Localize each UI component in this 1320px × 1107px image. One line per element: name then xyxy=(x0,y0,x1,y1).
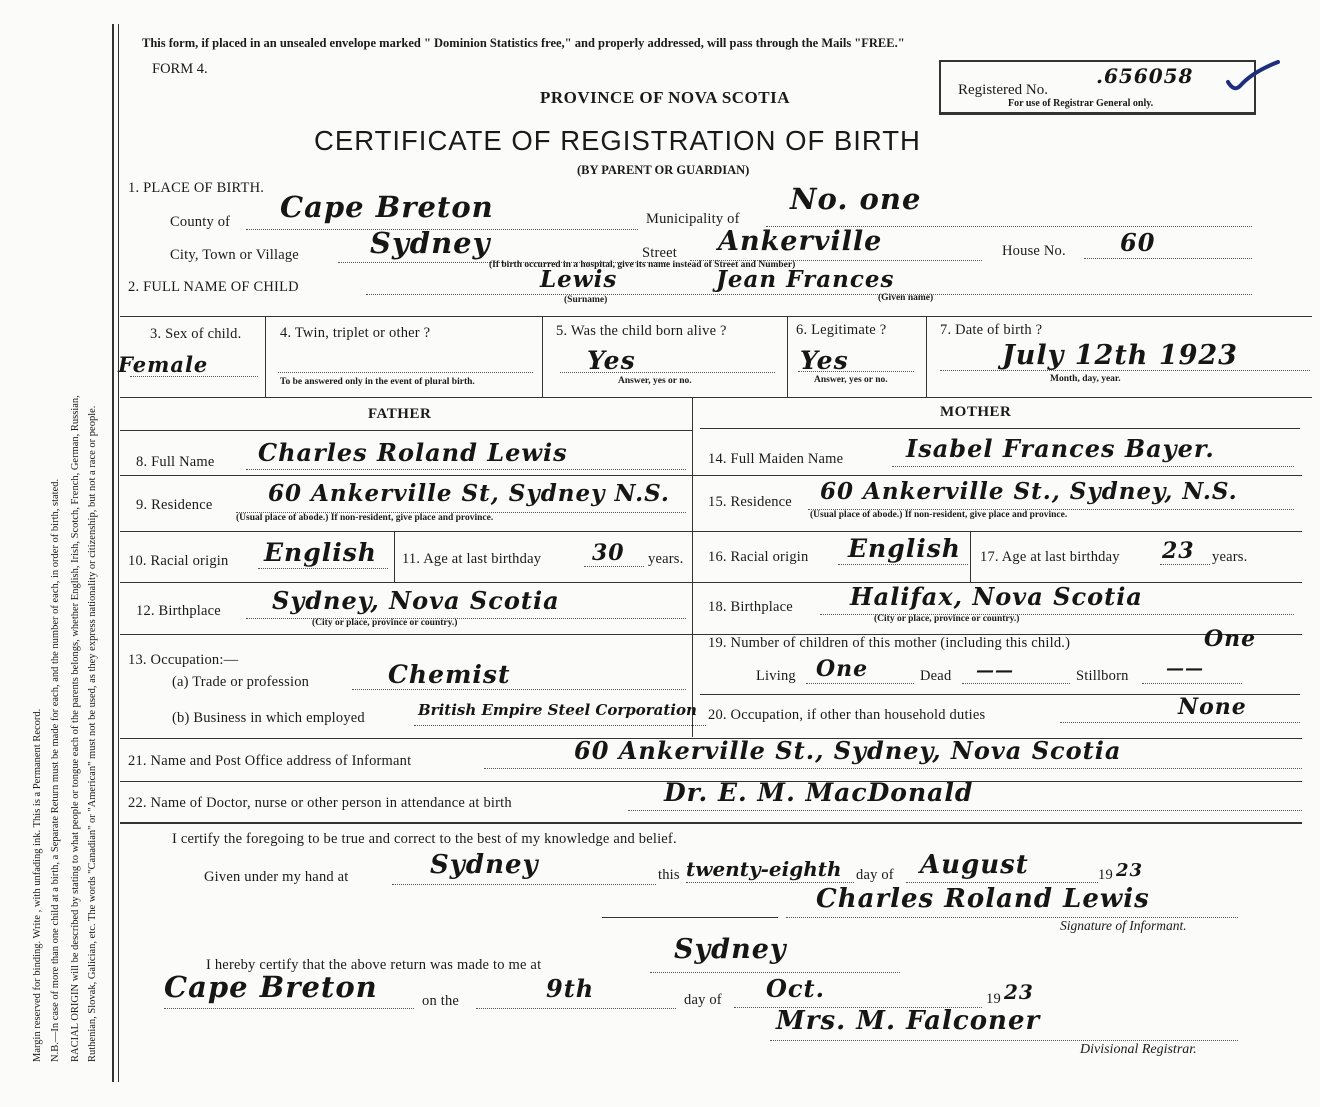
margin-note-binding: Margin reserved for binding. Write , with unfading ink. This is a Permanent Record. xyxy=(32,708,43,1062)
margin-note-multiple-births: N.B.—In case of more than one child at a birth, a Separate Return must be made for each, and the number of each, in order of birth, stated. xyxy=(50,478,61,1062)
municipality-value: No. one xyxy=(790,182,922,216)
certificate-subtitle: (BY PARENT OR GUARDIAN) xyxy=(577,163,750,177)
certificate-title: CERTIFICATE OF REGISTRATION OF BIRTH xyxy=(314,125,921,156)
twin-note: To be answered only in the event of plural birth. xyxy=(280,377,475,387)
trade-label: (a) Trade or profession xyxy=(172,674,310,690)
children-count-label: 19. Number of children of this mother (including this child.) xyxy=(708,635,1071,651)
stillborn-label: Stillborn xyxy=(1076,668,1129,684)
born-alive-label: 5. Was the child born alive ? xyxy=(556,323,727,339)
certify-year-value: 23 xyxy=(1116,860,1144,881)
house-number-value: 60 xyxy=(1120,228,1156,257)
living-value: One xyxy=(816,656,869,682)
father-racial-origin-label: 10. Racial origin xyxy=(128,553,229,569)
registrar-month-value: Oct. xyxy=(766,974,825,1003)
street-value: Ankerville xyxy=(718,226,883,257)
certify-year-prefix: 19 xyxy=(1098,867,1113,883)
municipality-label: Municipality of xyxy=(646,211,740,227)
margin-note-nationality: Ruthenian, Slovak, Galician, etc. The words "Canadian" or "American" must not be used, as they express nationality or citizenship, but not a race or people. xyxy=(87,405,98,1062)
mother-birthplace-value: Halifax, Nova Scotia xyxy=(850,582,1143,611)
mother-age-value: 23 xyxy=(1162,538,1195,564)
mother-residence-label: 15. Residence xyxy=(708,494,792,510)
mother-name-label: 14. Full Maiden Name xyxy=(708,451,844,467)
date-of-birth-label: 7. Date of birth ? xyxy=(940,322,1043,338)
legitimate-label: 6. Legitimate ? xyxy=(796,322,887,338)
father-age-unit: years. xyxy=(648,551,684,567)
legitimate-value: Yes xyxy=(800,346,849,375)
mother-age-label: 17. Age at last birthday xyxy=(980,549,1120,565)
mother-name-value: Isabel Frances Bayer. xyxy=(906,434,1215,463)
registrar-statement: I hereby certify that the above return was made to me at xyxy=(206,957,542,973)
place-of-birth-label: 1. PLACE OF BIRTH. xyxy=(128,180,265,196)
checkmark-icon xyxy=(1226,58,1282,99)
born-alive-value: Yes xyxy=(587,346,636,375)
city-label: City, Town or Village xyxy=(170,247,299,263)
given-under-hand-label: Given under my hand at xyxy=(204,869,349,885)
child-name-label: 2. FULL NAME OF CHILD xyxy=(128,279,299,295)
father-heading: FATHER xyxy=(368,406,432,422)
father-birthplace-value: Sydney, Nova Scotia xyxy=(272,586,560,615)
city-value: Sydney xyxy=(370,226,491,260)
stillborn-value: —— xyxy=(1166,658,1204,679)
dead-value: —— xyxy=(976,660,1014,681)
mother-residence-caption: (Usual place of abode.) If non-resident, give place and province. xyxy=(810,510,1068,520)
informant-label: 21. Name and Post Office address of Informant xyxy=(128,753,412,769)
given-place-value: Sydney xyxy=(430,850,539,880)
father-residence-label: 9. Residence xyxy=(136,497,213,513)
mother-racial-origin-label: 16. Racial origin xyxy=(708,549,809,565)
registrar-day-value: 9th xyxy=(546,974,595,1003)
living-label: Living xyxy=(756,668,796,684)
registrar-day-of-label: day of xyxy=(684,992,722,1008)
given-name-caption: (Given name) xyxy=(878,293,934,303)
date-of-birth-caption: Month, day, year. xyxy=(1050,374,1121,384)
registrar-year-prefix: 19 xyxy=(986,991,1001,1007)
business-value: British Empire Steel Corporation xyxy=(418,701,697,719)
registrar-year-value: 23 xyxy=(1004,980,1034,1004)
registered-number: .656058 xyxy=(1096,64,1194,88)
informant-value: 60 Ankerville St., Sydney, Nova Scotia xyxy=(574,736,1122,765)
doctor-value: Dr. E. M. MacDonald xyxy=(664,778,974,807)
father-racial-origin-value: English xyxy=(264,538,377,567)
registrar-county-value: Cape Breton xyxy=(164,970,378,1004)
this-label: this xyxy=(658,867,680,883)
province-heading: PROVINCE OF NOVA SCOTIA xyxy=(540,88,791,107)
business-label: (b) Business in which employed xyxy=(172,710,365,726)
registrar-signature: Mrs. M. Falconer xyxy=(776,1006,1041,1036)
certify-month-value: August xyxy=(920,850,1029,880)
sex-value: Female xyxy=(118,352,209,377)
legitimate-caption: Answer, yes or no. xyxy=(814,375,888,385)
county-label: County of xyxy=(170,214,231,230)
sex-label: 3. Sex of child. xyxy=(150,326,242,342)
registrar-place-value: Sydney xyxy=(674,934,787,965)
certify-day-of-label: day of xyxy=(856,867,894,883)
registrar-caption: Divisional Registrar. xyxy=(1080,1042,1197,1057)
hospital-note: (If birth occurred in a hospital, give its name instead of Street and Number) xyxy=(489,260,796,270)
mother-residence-value: 60 Ankerville St., Sydney, N.S. xyxy=(820,478,1238,505)
date-of-birth-value: July 12th 1923 xyxy=(1002,340,1238,371)
certify-statement: I certify the foregoing to be true and correct to the best of my knowledge and belief. xyxy=(172,831,677,847)
doctor-label: 22. Name of Doctor, nurse or other person in attendance at birth xyxy=(128,795,512,811)
certify-day-value: twenty-eighth xyxy=(686,857,842,881)
child-surname-value: Lewis xyxy=(540,266,618,293)
mother-heading: MOTHER xyxy=(940,404,1012,420)
twin-label: 4. Twin, triplet or other ? xyxy=(280,325,431,341)
father-occupation-label: 13. Occupation:— xyxy=(128,652,239,668)
informant-signature: Charles Roland Lewis xyxy=(816,884,1150,914)
surname-caption: (Surname) xyxy=(564,295,608,305)
father-birthplace-label: 12. Birthplace xyxy=(136,603,221,619)
mother-racial-origin-value: English xyxy=(848,534,961,563)
registrar-on-the-label: on the xyxy=(422,993,460,1009)
father-name-value: Charles Roland Lewis xyxy=(258,438,568,467)
mother-occupation-value: None xyxy=(1178,694,1247,720)
father-residence-value: 60 Ankerville St, Sydney N.S. xyxy=(268,480,670,507)
registrar-use-note: For use of Registrar General only. xyxy=(1008,98,1154,109)
father-age-label: 11. Age at last birthday xyxy=(402,551,542,567)
binding-rule-inner xyxy=(118,24,119,1082)
born-alive-caption: Answer, yes or no. xyxy=(618,376,692,386)
informant-signature-caption: Signature of Informant. xyxy=(1060,918,1187,933)
children-count-value: One xyxy=(1204,626,1257,652)
father-name-label: 8. Full Name xyxy=(136,454,215,470)
form-number: FORM 4. xyxy=(152,61,208,77)
mail-note: This form, if placed in an unsealed envelope marked " Dominion Statistics free," and properly addressed, will pass through the Mails "FREE." xyxy=(142,36,905,50)
mother-birthplace-caption: (City or place, province or country.) xyxy=(874,614,1020,624)
mother-birthplace-label: 18. Birthplace xyxy=(708,599,793,615)
mother-occupation-label: 20. Occupation, if other than household duties xyxy=(708,707,986,723)
mother-age-unit: years. xyxy=(1212,549,1248,565)
father-birthplace-caption: (City or place, province or country.) xyxy=(312,618,458,628)
dead-label: Dead xyxy=(920,668,952,684)
father-residence-caption: (Usual place of abode.) If non-resident, give place and province. xyxy=(236,513,494,523)
registered-number-box xyxy=(939,60,1256,115)
street-label: Street xyxy=(642,245,678,261)
county-value: Cape Breton xyxy=(280,190,494,224)
child-given-name-value: Jean Frances xyxy=(716,266,895,293)
trade-value: Chemist xyxy=(388,660,511,689)
father-age-value: 30 xyxy=(592,540,625,566)
binding-rule xyxy=(112,24,114,1082)
house-number-label: House No. xyxy=(1002,243,1066,259)
registered-label: Registered No. xyxy=(958,82,1048,98)
margin-note-racial-origin: RACIAL ORIGIN will be described by stating to what people or tongue each of the parents belongs, whether English, Irish, Scotch, French, German, Russian, xyxy=(70,395,81,1062)
